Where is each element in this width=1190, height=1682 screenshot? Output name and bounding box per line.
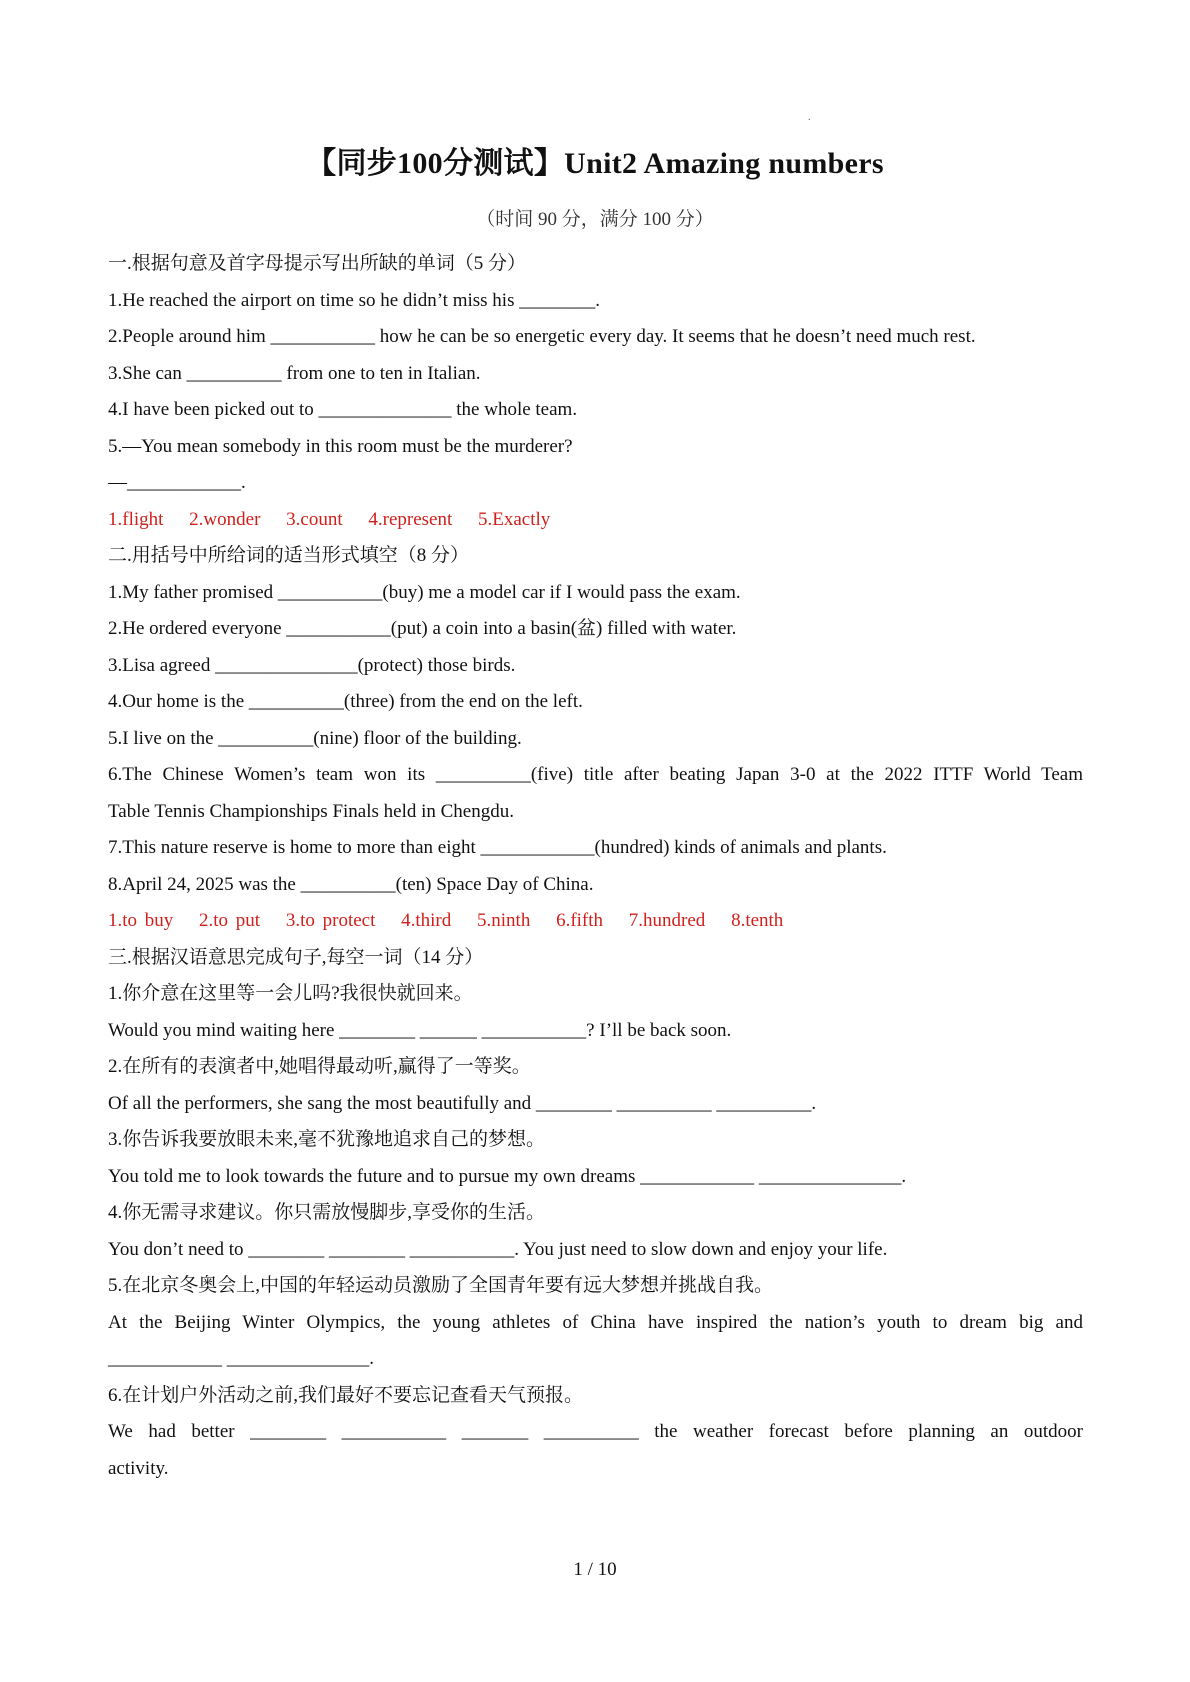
section1-question: —____________. [108, 472, 246, 493]
section2-question: 4.Our home is the __________(three) from the end on the left. [108, 691, 583, 712]
answer: 1.flight [108, 508, 164, 530]
section3-question-cn: 4.你无需寻求建议。你只需放慢脚步,享受你的生活。 [108, 1202, 546, 1223]
section1-question: 5.—You mean somebody in this room must be the murderer? [108, 435, 573, 457]
section3-question-cn: 3.你告诉我要放眼未来,毫不犹豫地追求自己的梦想。 [108, 1129, 546, 1150]
section2-question: 8.April 24, 2025 was the __________(ten) Space Day of China. [108, 873, 594, 895]
answer: 1.to buy [108, 910, 174, 931]
section2-question-cont: Table Tennis Championships Finals held in Chengdu. [108, 800, 514, 822]
answer: 8.tenth [731, 910, 784, 931]
answer: 3.count [286, 508, 343, 530]
answer: 4.represent [368, 508, 453, 530]
page-subtitle: （时间 90 分，满分 100 分） [476, 209, 714, 230]
section3-question-cn: 2.在所有的表演者中,她唱得最动听,赢得了一等奖。 [108, 1056, 531, 1077]
section3-question-en-cont: activity. [108, 1457, 169, 1479]
section3-question-en: Of all the performers, she sang the most beautifully and ________ __________ __________. [108, 1092, 817, 1114]
answer: 5.ninth [477, 910, 531, 931]
page-title: 【同步100分测试】Unit2 Amazing numbers [306, 147, 884, 180]
answer: 4.third [401, 910, 452, 931]
section3-question-cn: 5.在北京冬奥会上,中国的年轻运动员激励了全国青年要有远大梦想并挑战自我。 [108, 1275, 774, 1296]
section1-question: 2.People around him ___________ how he can be so energetic every day. It seems that he doesn’t need much rest. [108, 326, 976, 347]
document-body [108, 246, 1083, 1487]
section3-question-en-cont: ____________ _______________. [108, 1348, 374, 1369]
section2-answers [108, 903, 1083, 940]
section3-heading: 三.根据汉语意思完成句子,每空一词（14 分） [108, 946, 484, 968]
section3-question-en: At the Beijing Winter Olympics, the young athletes of China have inspired the nation’s youth to dream big and [108, 1311, 1083, 1333]
answer: 3.to protect [285, 910, 376, 931]
section3-question-en: Would you mind waiting here ________ ______ ___________? I’ll be back soon. [108, 1019, 732, 1041]
answer: 6.fifth [556, 910, 604, 931]
section2-question: 1.My father promised ___________(buy) me a model car if I would pass the exam. [108, 581, 741, 603]
section1-question: 1.He reached the airport on time so he didn’t miss his ________. [108, 289, 600, 311]
section1-question: 3.She can __________ from one to ten in Italian. [108, 362, 481, 384]
section2-question: 5.I live on the __________(nine) floor of the building. [108, 727, 522, 749]
page-number: 1 / 10 [573, 1559, 617, 1580]
section2-heading: 二.用括号中所给词的适当形式填空（8 分） [108, 545, 470, 566]
answer: 7.hundred [628, 910, 706, 931]
section3-question-en: We had better ________ ___________ _______ __________ the weather forecast before planning an outdoor [108, 1421, 1083, 1442]
answer: 2.to put [199, 910, 261, 931]
section2-question: 7.This nature reserve is home to more than eight ____________(hundred) kinds of animals and plants. [108, 837, 887, 858]
answer: 2.wonder [189, 508, 261, 530]
section3-question-en: You don’t need to ________ ________ ___________. You just need to slow down and enjoy your life. [108, 1238, 888, 1260]
section1-heading: 一.根据句意及首字母提示写出所缺的单词（5 分） [108, 253, 527, 274]
section3-question-cn: 1.你介意在这里等一会儿吗?我很快就回来。 [108, 983, 473, 1004]
section2-question: 2.He ordered everyone ___________(put) a coin into a basin(盆) filled with water. [108, 618, 737, 639]
answer: 5.Exactly [478, 508, 551, 530]
section1-question: 4.I have been picked out to ______________ the whole team. [108, 399, 578, 420]
page-mark: . [808, 112, 811, 123]
section3-question-en: You told me to look towards the future and to pursue my own dreams ____________ _______________. [108, 1165, 907, 1187]
section2-question: 6.The Chinese Women’s team won its __________(five) title after beating Japan 3-0 at the 2022 ITTF World Team [108, 764, 1083, 785]
section1-answers [108, 502, 1083, 539]
section3-question-cn: 6.在计划户外活动之前,我们最好不要忘记查看天气预报。 [108, 1384, 584, 1406]
section2-question: 3.Lisa agreed _______________(protect) those birds. [108, 654, 516, 676]
